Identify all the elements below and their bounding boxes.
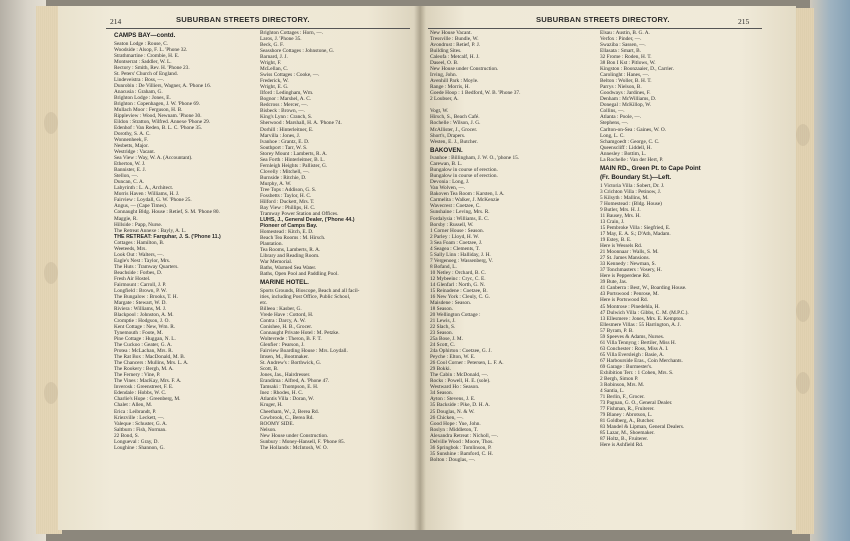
directory-entry: Atlantis Villa : Doran, W.: [260, 396, 315, 403]
directory-entry: 39 Bute, Jas.: [600, 279, 628, 286]
directory-entry: Bolton : Douglas, —.: [430, 456, 476, 463]
directory-entry: 23 Season.: [430, 330, 453, 337]
directory-entry: Ivanhoe : Billingham, J. W. O., 'phone 15.: [430, 155, 520, 162]
directory-entry: Fairview : Loydall, G. W. 'Phone 25.: [114, 197, 192, 204]
directory-entry: Sherwood : Marshall, H. A. 'Phone 74.: [260, 120, 342, 127]
left-page-heading: SUBURBAN STREETS DIRECTORY.: [176, 15, 310, 24]
directory-entry: Imsen, M., Bootmaker.: [260, 354, 309, 361]
directory-entry: Collins, —.: [600, 108, 625, 115]
directory-entry: Anacusia : Graham, G.: [114, 88, 163, 95]
directory-entry: 57 Byram, P. B.: [600, 327, 634, 334]
directory-entry: Carlton-on-Sea : Gaines, W. O.: [600, 126, 667, 133]
directory-entry: Schamgoedt : George, C. C.: [600, 138, 660, 145]
directory-entry: Ellesmere Villas : 55 Harrington, A. J.: [600, 321, 681, 328]
directory-entry: The Rat Box : MacDonald, M. B.: [114, 354, 186, 361]
directory-entry: Pioneer of Camps Bay.: [260, 223, 318, 229]
directory-entry: Daseel, O. B.: [430, 60, 459, 67]
directory-entry: Woltevrede : Theron, B. F. T.: [260, 336, 322, 343]
directory-entry: Brighton : Copenhagen, J. W. 'Phone 69.: [114, 100, 200, 107]
directory-entry: 77 Fishman, R., Fruiterer.: [600, 406, 655, 413]
directory-entry: Sunshaine : Leving, Mrs. R.: [430, 209, 490, 216]
thumb-index-notch: [44, 112, 58, 134]
directory-entry: 25a Bose, J. M.: [430, 336, 463, 343]
directory-entry: 1 Corner House : Season.: [430, 227, 484, 234]
directory-entry: Stephens, —.: [600, 120, 629, 127]
directory-entry: Westridge : Vacant.: [114, 149, 156, 156]
section-heading: MARINE HOTEL.: [260, 279, 309, 287]
directory-entry: Van Wolven, —.: [430, 185, 466, 192]
directory-entry: The Huts : Tramway Quarters.: [114, 263, 179, 270]
directory-entry: 26 Cool Corner : Petersen, L. F. A.: [430, 360, 504, 367]
thumb-index-notch: [796, 372, 810, 394]
directory-entry: Hilford : Duckett, Mrs. T.: [260, 198, 315, 205]
directory-entry: Saltburn : Fish, Norman.: [114, 426, 167, 433]
directory-entry: The Rookery : Bergh, M. A.: [114, 366, 174, 373]
right-header-rule: [428, 28, 762, 29]
directory-entry: Fordalysia : Williams, E. C.: [430, 215, 489, 222]
directory-entry: Short's, Drapers.: [430, 132, 466, 139]
directory-entry: 24a Ophirton : Coetzee, G. J.: [430, 348, 492, 355]
directory-entry: Longfield : Brown, P. W.: [114, 287, 167, 294]
directory-entry: Peyche : Elton, W. E.: [430, 354, 476, 361]
directory-entry: 22 Slach, S.: [430, 324, 456, 331]
directory-entry: Good Hope : Yue, John.: [430, 420, 481, 427]
right-page-heading: SUBURBAN STREETS DIRECTORY.: [536, 15, 670, 24]
directory-entry: Roslyn : Middleton, T.: [430, 426, 478, 433]
directory-entry: The Fernery : Vine, P.: [114, 372, 161, 379]
directory-entry: Bungalow in course of erection.: [430, 173, 498, 180]
directory-entry: 18 Season.: [430, 305, 453, 312]
directory-entry: 26 Chicken, —.: [430, 414, 464, 421]
section-heading: MAIN RD., Green Pt. to Cape Point: [600, 164, 701, 172]
directory-entry: 37 Tonchmasters : Vosery, H.: [600, 267, 662, 274]
directory-entry: Tramway Power Station and Offices.: [260, 210, 339, 217]
directory-entry: 3 Crichton Villa : Petinow, J.: [600, 188, 662, 195]
directory-entry: Tree Tops : Addison, G. S.: [260, 186, 317, 193]
directory-entry: ROOMY SIDE.: [260, 420, 294, 427]
directory-entry: New House Vacant.: [430, 30, 472, 36]
directory-entry: 5 Sally Linn : Halliday, J. H.: [430, 251, 491, 258]
directory-entry: The Hollands : McIntosh, W. O.: [260, 444, 328, 451]
directory-entry: 4 Santia, L.: [600, 387, 625, 394]
directory-entry: Inez : Rhodes, H. C.: [260, 390, 304, 397]
directory-entry: Building Sites.: [430, 48, 462, 55]
directory-entry: Range : Morris, H.: [430, 84, 470, 91]
directory-entry: Frederick, W.: [260, 78, 289, 85]
directory-entry: Lindeveistra : Boss, —.: [114, 76, 165, 83]
directory-entry: Bognor : Marshel, A. C.: [260, 96, 312, 103]
directory-entry: Hirsch, S., Beach Café.: [430, 114, 480, 121]
directory-entry: Alexandra Retreat : Nicholl, —.: [430, 432, 498, 439]
directory-entry: Ayton : Stevens, J. E.: [430, 396, 476, 403]
directory-entry: Wright, E. G.: [260, 84, 289, 91]
directory-entry: 47 Dulwich Villa : Gibbs, C. M. (M.P.C.).: [600, 309, 689, 316]
directory-entry: Rocks : Powell, H. E. (sole).: [430, 378, 491, 385]
directory-entry: Bay View : Phillips, H. C.: [260, 204, 316, 211]
book-cover-right: [810, 0, 850, 541]
directory-entry: Ellasata : Smart, B.: [600, 48, 642, 55]
directory-entry: 7 Vergenoeg : Wassenberg, V.: [430, 257, 493, 264]
directory-entry: Devonia : Long, J.: [430, 179, 470, 186]
directory-entry: Margate : Stewart, W. D.: [114, 299, 167, 306]
directory-entry: Elsau : Austin, B. G. A.: [600, 30, 650, 36]
directory-entry: Dorhill : Hinterleitner, E.: [260, 126, 314, 133]
directory-entry: Wonnenheek, F.: [114, 137, 149, 144]
directory-entry: The Bungalow : Brooks, T. H.: [114, 293, 178, 300]
section-heading: BAKOVEN.: [430, 146, 463, 154]
directory-entry: 9 Butler, Mrs. H. J.: [600, 207, 641, 213]
directory-entry: Vogt, W.: [430, 108, 449, 115]
thumb-index-notch: [796, 300, 810, 322]
directory-entry: Billeea : Kasber, G.: [260, 305, 302, 312]
directory-entry: 34 Season.: [430, 390, 453, 397]
directory-entry: Erandima : Alfred, A. 'Phone 47.: [260, 378, 330, 385]
directory-entry: Montserrat : Saddler, W. L.: [114, 58, 172, 65]
directory-entry: Fairview Boarding House : Mrs. Loydall.: [260, 348, 348, 355]
directory-entry: Connaught Bldg. House : Retief, S. M. 'Phone 80.: [114, 209, 220, 216]
directory-entry: Loughine : Shannon, G.: [114, 444, 165, 451]
left-page-number: 214: [110, 17, 122, 26]
directory-entry: Sea View : Way, W. A. (Accountant).: [114, 155, 193, 162]
directory-entry: Glenfier : Pearson, J.: [260, 342, 305, 349]
directory-entry: Longueval : Gray, D.: [114, 438, 159, 445]
directory-entry: The Retreat Annexe : Bayly, A. L.: [114, 227, 187, 234]
directory-entry: Marvilla : Jones, J.: [260, 132, 301, 139]
directory-entry: 45 Montrose : Pinedehla, H.: [600, 303, 660, 310]
directory-entry: Edenhof : Van Reden, B. L. C. 'Phone 35.: [114, 125, 203, 132]
directory-entry: Barnard, J. J.: [260, 54, 288, 61]
directory-entry: 15 Reinadene : Coetzee, B.: [430, 287, 488, 294]
directory-entry: 85 Lazar, M., Shoemaker.: [600, 430, 655, 437]
directory-entry: Eildon : Stratton, Wilfred. Annexe 'Phone 29.: [114, 119, 211, 125]
directory-entry: Stellon, —.: [114, 173, 139, 180]
directory-entry: King's Lynn : Cranch, S.: [260, 114, 313, 121]
directory-entry: 29 Bokki.: [430, 366, 451, 373]
directory-entry: Rectory : Smith, Rev. H. 'Phone 23.: [114, 64, 190, 71]
left-column-1: [114, 30, 260, 451]
directory-entry: Belton : Woller, B. H. T.: [600, 78, 652, 85]
directory-entry: 87 Holtz, B., Fruiterer.: [600, 436, 649, 443]
directory-entry: Cottages : Hamilton, B.: [114, 239, 165, 246]
directory-entry: ities, including Post Office, Public School,: [260, 293, 351, 300]
directory-entry: Fresh Air Hostel.: [114, 275, 151, 282]
directory-entry: Cromptie : Hodgson, J. O.: [114, 318, 170, 325]
directory-entry: Rippleview : Wood, Newnam. 'Phone 30.: [114, 112, 202, 119]
right-page-number: 215: [738, 17, 750, 26]
directory-entry: Donegal : McKillop, W.: [600, 102, 652, 109]
directory-entry: Verfox : Pinder, —.: [600, 36, 642, 43]
left-header-rule: [106, 28, 410, 29]
directory-entry: 27 St. James Mansions.: [600, 255, 650, 262]
directory-entry: McLellan, C.: [260, 66, 289, 73]
directory-entry: Sunbury : Money-Hansell, F. 'Phone 85.: [260, 438, 345, 445]
directory-entry: 38 Bon I Kst : Pitlows, W.: [600, 60, 656, 67]
directory-entry: Dorothy, S. A. C.: [114, 131, 151, 138]
directory-entry: Rochelle : Wilson, J. G.: [430, 120, 481, 127]
book-gutter: [414, 6, 426, 530]
directory-entry: 20 Wellington Cottage :: [430, 312, 481, 318]
directory-entry: Burnside : Ritchie, D.: [260, 174, 307, 181]
directory-entry: 61 Villa Tennyng : Bertiler, Miss H.: [600, 339, 676, 346]
directory-entry: Wavecrest : Coetzee, C.: [430, 203, 481, 210]
directory-entry: Fossbetts : Taylor, H. C.: [260, 192, 312, 199]
directory-entry: Sports Grounds, Bioscope, Beach and all facil-: [260, 287, 360, 294]
directory-entry: Bakoven Tea Room : Karsten, I. A.: [430, 191, 505, 198]
directory-entry: Mullach Moor : Ferguson, H. B.: [114, 106, 183, 113]
directory-entry: Look Out : Walters, —.: [114, 251, 164, 258]
directory-entry: Goodways : Jardines, F.: [600, 90, 651, 97]
directory-entry: Ilford : Ledingham, Wm.: [260, 90, 314, 97]
directory-entry: War Memorial.: [260, 259, 293, 266]
directory-entry: Annesley : Bottim, L.: [600, 150, 647, 157]
directory-entry: 2 Parley : Lloyd, H. W.: [430, 233, 480, 240]
section-heading: CAMPS BAY—contd.: [114, 32, 176, 39]
directory-entry: Angus, — (Cape Times).: [114, 203, 168, 210]
directory-entry: 7 Homestead : (Bldg. House): [600, 200, 662, 207]
directory-entry: Riviera : Williams, M. J.: [114, 305, 167, 312]
directory-entry: Weeteeds, Mrs.: [114, 245, 147, 252]
directory-entry: Fernleigh Heights : Pallister, G.: [260, 162, 328, 169]
directory-entry: McAllister, J., Grocer.: [430, 126, 478, 133]
thumb-index-notch: [796, 124, 810, 146]
left-page: [58, 6, 422, 530]
directory-entry: Library and Reading Room.: [260, 253, 320, 260]
directory-entry: 15 Pembroke Villa : Siegfried, E.: [600, 225, 671, 232]
directory-entry: Exhibition Terr. : 1 Cohen, Mrs. S.: [600, 369, 674, 376]
directory-entry: Ivanhoe : Grantz, E. D.: [260, 138, 310, 145]
directory-entry: Contra : Darcy, A. W.: [260, 318, 306, 325]
directory-entry: Tea Rooms, Lamberts, R. A.: [260, 247, 321, 254]
directory-entry: Labyrinth : L. A., Architect.: [114, 185, 174, 192]
directory-entry: Strathmartine : Crombie, H. E.: [114, 52, 180, 59]
directory-entry: Parrys : Nielson, B.: [600, 84, 642, 91]
directory-entry: Maggie, R.: [114, 215, 138, 222]
directory-entry: Wright, F.: [260, 60, 282, 67]
directory-entry: Homestead : Kitch, E. D.: [260, 229, 314, 236]
directory-entry: 12 Mybeeinc : Cryc, C. E.: [430, 275, 486, 282]
directory-entry: 13 Crain, J.: [600, 219, 625, 226]
directory-entry: 10 Netley : Orchard, B. C.: [430, 269, 486, 276]
directory-entry: 13 Ellesmere : Jones, Mrs. E. Kempton.: [600, 315, 685, 322]
directory-entry: Sea Forth : Hinterleitner, B. L.: [260, 156, 325, 163]
directory-entry: Bungalow in course of erection.: [430, 167, 498, 174]
directory-entry: Seaton Lodge : Rouse, C.: [114, 40, 169, 47]
thumb-index-notch: [44, 382, 58, 404]
directory-entry: Here is Pepperdene Rd.: [600, 273, 651, 280]
directory-entry: Kruger, H.: [260, 402, 283, 409]
directory-entry: Delville Wood : Moore, Thos.: [430, 438, 494, 445]
directory-entry: Kent Cottage : New, Wm. R.: [114, 324, 176, 331]
directory-entry: 3 Sea Foam : Coetzee, J.: [430, 239, 483, 246]
directory-entry: 59 Speeves & Adams, Nurses.: [600, 333, 665, 340]
directory-entry: Blackpool : Johnston, A. M.: [114, 312, 174, 318]
directory-entry: Cheetham, W., 2, Berea Rd.: [260, 408, 319, 415]
directory-entry: Dunrobin : De Villiers, Wagner, A. 'Phone 16.: [114, 82, 212, 89]
directory-entry: Beach Tea Rooms : M. Hirsch.: [260, 235, 326, 242]
directory-entry: Atlanta : Poole, —.: [600, 114, 642, 121]
directory-entry: Brighton Lodge : Jones, E.: [114, 94, 171, 101]
directory-entry: Inverosk : Greenstreet, F. E.: [114, 384, 174, 391]
directory-entry: Seasshore Cottages : Johnstone, G.: [260, 48, 335, 55]
directory-entry: Caleofa : Metcalf, H. J.: [430, 54, 480, 61]
directory-entry: New House under Construction.: [430, 66, 499, 73]
thumb-index-notch: [44, 262, 58, 284]
directory-entry: 21 Moonnaar : Walls, S. M.: [600, 249, 659, 256]
directory-entry: Erica : Leibrandt, P.: [114, 408, 157, 415]
directory-entry: 22 Bond, S.: [114, 432, 140, 439]
directory-entry: Carewan, B. L.: [430, 161, 463, 168]
directory-entry: Pine Cottage : Huggan, N. L.: [114, 336, 176, 343]
directory-entry: 1 Victoria Villa : Sobert, Dr. J.: [600, 182, 665, 189]
directory-entry: Here is Portswood Rd.: [600, 297, 648, 304]
directory-entry: The Cuckoo : Geater, G. A.: [114, 342, 173, 349]
directory-entry: Scott, B.: [260, 366, 279, 373]
directory-entry: 83 Mandel & Lipman, General Dealers.: [600, 424, 685, 431]
directory-entry: 25 Douglas, N. & W.: [430, 408, 475, 415]
directory-entry: Kriezville : Leckett, —.: [114, 414, 165, 421]
directory-entry: 8 Bofand, L.: [430, 263, 457, 270]
directory-entry: Swiss Cottages : Cooke, —.: [260, 72, 320, 79]
directory-entry: Redcross : Mercer, —.: [260, 102, 308, 109]
directory-entry: Connaught Private Hotel : M. Petzke.: [260, 330, 340, 337]
directory-entry: Woodside : Alsop, F. L. 'Phone 32.: [114, 46, 188, 53]
directory-entry: The Chancers : Mullins, Mrs. L. A.: [114, 360, 189, 367]
directory-entry: Nelson.: [260, 426, 277, 433]
directory-entry: Irving, John.: [430, 72, 457, 79]
directory-entry: 67 Harbourside Eras., Coin Merchants.: [600, 357, 683, 364]
directory-entry: 33 Kennedy : Newman, S.: [600, 261, 656, 268]
directory-entry: 24 Scott, C.: [430, 342, 456, 349]
directory-entry: The Vines : MacKay, Mrs. F. A.: [114, 378, 182, 385]
directory-entry: Goede Hoop : 1 Bedford, W. B. 'Phone 37.: [430, 90, 521, 97]
directory-entry: Tynemouth : Foote, M.: [114, 330, 163, 337]
directory-entry: 79 Blaney : Abrotson, L.: [600, 412, 653, 419]
directory-entry: Nesbetts, Major.: [114, 143, 149, 150]
directory-entry: LUHS, J., General Dealer, ('Phone 44.): [260, 216, 355, 223]
directory-entry: The Cabin : McDonald, —.: [430, 372, 489, 379]
directory-entry: Vrede Have : Cottord, H.: [260, 312, 314, 318]
directory-entry: Conishee, H. B., Grocer.: [260, 324, 313, 331]
directory-entry: Beachside : Forbes, D.: [114, 269, 163, 276]
directory-entry: Tamsaki : Thompson, E. H.: [260, 384, 319, 391]
directory-entry: 43 Portswood : Penrose, M.: [600, 291, 659, 298]
directory-entry: Storey Mount : Lamberts, R. A.: [260, 150, 328, 157]
directory-entry: Baths, Warmed Sea Water.: [260, 265, 317, 272]
directory-entry: 73 Pagnan, G. O., General Dealer.: [600, 400, 673, 406]
directory-entry: Kingston : Boonzaaier, D., Carrier.: [600, 66, 674, 73]
directory-entry: Carolinght : Hanes, —.: [600, 72, 650, 79]
directory-entry: Bisbeck : Brown, —.: [260, 108, 305, 115]
directory-entry: Borsby : Russell, W.: [430, 221, 474, 228]
right-page: [420, 6, 796, 530]
right-column-2: [600, 30, 770, 448]
directory-entry: Westward Ho : Season.: [430, 384, 480, 391]
directory-entry: Carmelita : Walker, J. McKenzie: [430, 197, 500, 204]
directory-entry: Southport : Tarr, W. S.: [260, 144, 308, 151]
directory-entry: St. Andrew's : Borthwick, G.: [260, 360, 322, 367]
directory-entry: Here is Ashfield Rd.: [600, 442, 644, 449]
directory-entry: 63 Conchester : Ross, Miss A. I.: [600, 345, 669, 352]
directory-entry: Plantation.: [260, 241, 283, 248]
directory-entry: Denham : McWilliams, D.: [600, 96, 657, 103]
directory-entry: 35 Sunshine : Bamford, C. H.: [430, 450, 493, 457]
directory-entry: 19 Estey, B. E.: [600, 237, 632, 244]
directory-entry: 36 Springbok : Tomlinson, P.: [430, 444, 492, 451]
directory-entry: Long, L. C.: [600, 132, 625, 139]
directory-entry: 65 Villa Eversleigh : Basie, A.: [600, 351, 665, 358]
directory-entry: 71 Berlin, F., Grocer.: [600, 393, 645, 400]
directory-entry: 32 Frome : Roden, H. T.: [600, 54, 652, 61]
directory-entry: Tressville : Bundle, W.: [430, 36, 479, 43]
directory-entry: Avondrust : Retief, P. J.: [430, 42, 481, 49]
directory-entry: Edendale : Hobbs, W. C.: [114, 390, 167, 397]
right-column-1: [430, 30, 596, 463]
directory-entry: Maisdene : Season.: [430, 299, 472, 306]
directory-entry: Clovelly : Mitchell, —.: [260, 168, 310, 175]
directory-entry: Etherton, W. J.: [114, 161, 146, 168]
left-column-2: [260, 30, 414, 451]
directory-entry: 14 Glenfarl : North, G. N.: [430, 281, 486, 288]
directory-entry: Westen, E. J., Butcher.: [430, 138, 478, 145]
directory-entry: Cowbrook, C., Berea Rd.: [260, 414, 314, 421]
directory-entry: 81 Goldberg, A., Butcher.: [600, 418, 655, 425]
directory-entry: 2 Loubser, A.: [430, 96, 459, 103]
directory-entry: Laros, J. 'Phone 35.: [260, 36, 302, 43]
directory-entry: La Rochelle : Van der Hert, P.: [600, 156, 664, 163]
directory-entry: 35 Backside : Pike, D. H. A.: [430, 402, 491, 409]
directory-entry: Chalet : Allen, M.: [114, 402, 153, 409]
directory-entry: 4 Seagea : Clements, T.: [430, 245, 480, 252]
directory-entry: 16 New York : Cleuly, C. G.: [430, 293, 490, 300]
directory-entry: Murphy, A. W.: [260, 180, 292, 187]
directory-entry: New House under Construction.: [260, 432, 329, 439]
directory-entry: Queenscliff : Liddell, H.: [600, 144, 652, 151]
directory-entry: Morris Haven : Williams, H. J.: [114, 191, 180, 198]
section-heading: (Fr. Boundary St.)—Left.: [600, 174, 672, 182]
directory-entry: THE RETREAT: Farquhar, J. S. ('Phone 11.): [114, 233, 221, 240]
directory-entry: Duncan, C. A.: [114, 179, 145, 186]
directory-entry: 41 Canberra : Best, W., Boarding House.: [600, 285, 687, 292]
directory-entry: 2 Bergh, Simon P.: [600, 375, 639, 382]
directory-entry: 17 May, E. A. S.; D'Ath, Madam.: [600, 231, 671, 238]
directory-entry: St. Peters' Church of England.: [114, 70, 178, 77]
directory-entry: Bannister, E. J.: [114, 167, 147, 174]
directory-entry: Charlie's Hope : Greenberg, M.: [114, 396, 181, 403]
directory-entry: Here is Wessels Rd.: [600, 243, 643, 250]
directory-entry: 11 Bausey, Mrs. H.: [600, 213, 641, 220]
directory-entry: Swaziba : Sassen, —.: [600, 42, 646, 49]
directory-entry: 21 Lewis, J.: [430, 318, 456, 325]
directory-entry: etc.: [260, 299, 268, 306]
directory-entry: Beck, G. F.: [260, 42, 284, 49]
directory-entry: 69 Garage : Burmester's.: [600, 363, 653, 370]
directory-entry: 3 Robinson, Mrs. M.: [600, 381, 645, 388]
directory-entry: Baths, Open Pool and Paddling Pool.: [260, 271, 339, 278]
directory-entry: Avenhill Park : Moyle.: [430, 78, 479, 85]
directory-entry: Brighton Cottages : Horn, —.: [260, 30, 323, 36]
directory-entry: Eagle's Nest : Taylor, Mrs.: [114, 257, 171, 264]
directory-entry: Fairmount : Carroll, J. P.: [114, 281, 167, 288]
directory-entry: Jones, Jas., Hairdresser.: [260, 372, 311, 379]
directory-entry: Valeque : Schuster, G. A.: [114, 420, 168, 427]
directory-entry: Protea : McLachan, Mrs. R.: [114, 348, 173, 355]
directory-entry: 5 Kilsyth : Mallins, M.: [600, 194, 649, 201]
directory-entry: Hillside : Papp, Nurse.: [114, 221, 163, 228]
